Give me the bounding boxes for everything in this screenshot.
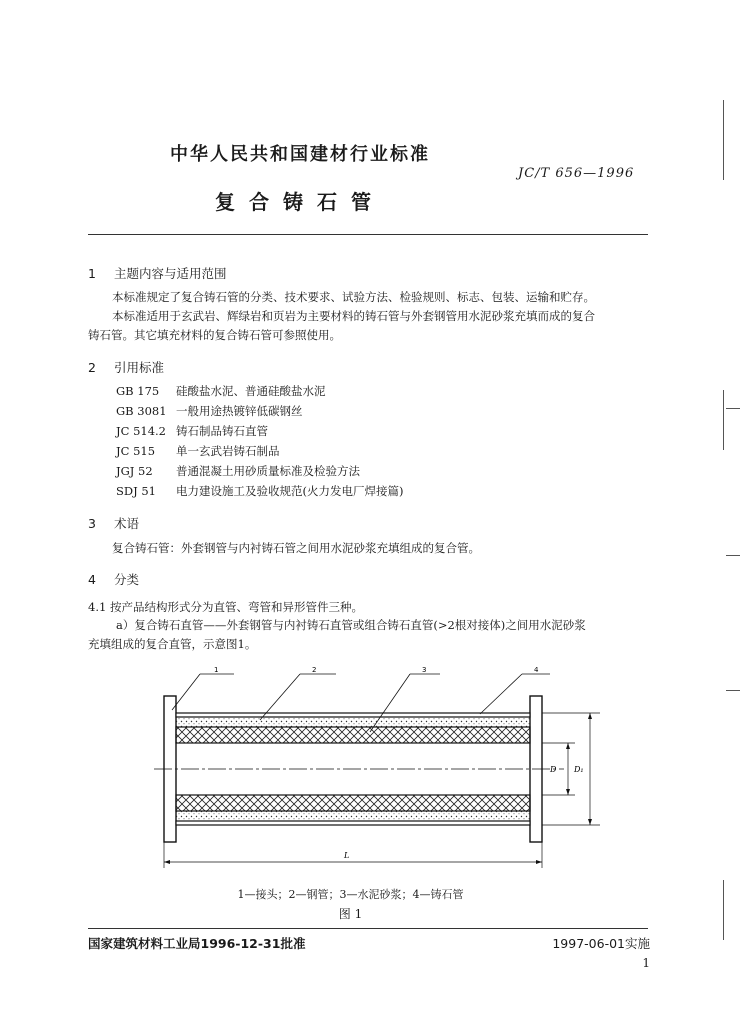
document-title: 复合铸石管 [215,190,385,214]
page-number: 1 [642,956,650,970]
steel-pipe-top [176,713,530,717]
dim-inner-diameter: D [550,765,557,774]
section-2-heading: 2 引用标准 [88,360,165,375]
clause-4-1: 4.1 按产品结构形式分为直管、弯管和异形管件三种。 [88,600,363,614]
header-rule [88,234,648,235]
figure-caption: 1—接头；2—钢管；3—水泥砂浆；4—铸石管 [237,888,464,901]
scan-mark [726,555,740,556]
approval-date: 国家建筑材料工业局1996-12-31批准 [88,936,306,951]
reference-item: JC 515 单一玄武岩铸石制品 [116,444,280,458]
callout-1: 1 [214,666,219,674]
figure-1-pipe-diagram [150,660,610,890]
scan-mark [726,408,740,409]
standard-code: JC/T 656—1996 [518,166,635,181]
scan-mark [723,880,724,940]
scan-mark [723,390,724,450]
reference-item: JGJ 52 普通混凝土用砂质量标准及检验方法 [116,464,360,478]
scan-mark [723,100,724,180]
section-4-heading: 4 分类 [88,572,140,587]
callout-3: 3 [422,666,427,674]
effective-date: 1997-06-01实施 [552,936,650,951]
section-1-para-3: 铸石管。其它填充材料的复合铸石管可参照使用。 [88,328,341,342]
dim-outer-diameter: D₁ [574,765,584,774]
mortar-layer-bottom [176,811,530,821]
clause-4-1-a: a）复合铸石直管——外套钢管与内衬铸石直管或组合铸石直管(>2根对接体)之间用水泥砂浆 [116,618,586,632]
section-3-heading: 3 术语 [88,516,140,531]
section-1-para-1: 本标准规定了复合铸石管的分类、技术要求、试验方法、检验规则、标志、包装、运输和贮存。 [112,290,595,304]
footer-rule [88,928,648,929]
reference-item: GB 3081 一般用途热镀锌低碳钢丝 [116,404,303,418]
steel-pipe-bottom [176,821,530,825]
figure-label: 图 1 [338,907,363,921]
reference-item: JC 514.2 铸石制品铸石直管 [116,424,268,438]
callout-2: 2 [312,666,317,674]
section-1-heading: 1 主题内容与适用范围 [88,266,227,281]
callout-4: 4 [534,666,539,674]
org-title: 中华人民共和国建材行业标准 [170,144,430,165]
dim-length: L [344,851,350,860]
section-3-para: 复合铸石管：外套钢管与内衬铸石管之间用水泥砂浆充填组成的复合管。 [112,541,480,555]
clause-4-1-a-cont: 充填组成的复合直管，示意图1。 [88,637,257,651]
section-1-para-2: 本标准适用于玄武岩、辉绿岩和页岩为主要材料的铸石管与外套钢管用水泥砂浆充填而成的复合 [112,309,595,323]
reference-item: SDJ 51 电力建设施工及验收规范(火力发电厂焊接篇) [116,484,404,498]
cast-stone-pipe-top [176,727,530,743]
cast-stone-pipe-bottom [176,795,530,811]
scan-mark [726,690,740,691]
mortar-layer-top [176,717,530,727]
reference-item: GB 175 硅酸盐水泥、普通硅酸盐水泥 [116,384,326,398]
